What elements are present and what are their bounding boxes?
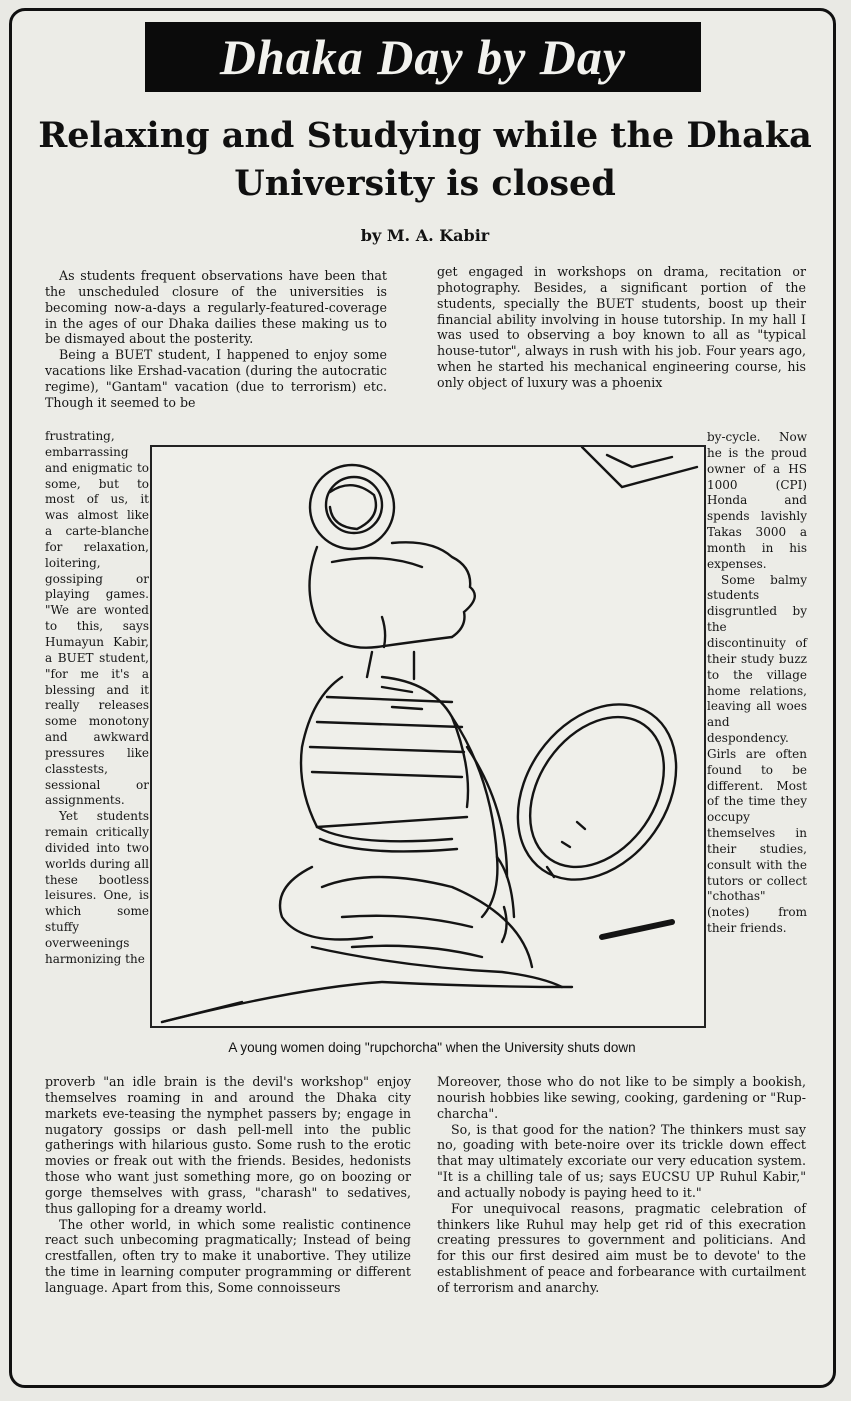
paragraph: frustrating, embarrassing and enigmatic to some, but to most of us, it was almost like a carte-blanche for relaxation, loitering, gossiping or playing games. "We are wonted to this, says Humayun Kabir, a BUET student, "for me it's a blessing and it really releases some monotony and awkward pressures like classtests, sessional or assignments. — [45, 429, 149, 808]
paragraph: get engaged in workshops on drama, recitation or photography. Besides, a significant portion of the students, specially the BUET students, boost up their financial ability involving in house tutorship. In my hall I was used to observing a boy known to all as "typical house-tutor", always in rush with his job. Four years ago, when he started his mechanical engineering course, his only object of luxury was a phoenix — [437, 264, 806, 390]
byline: by M. A. Kabir — [360, 226, 490, 245]
column-1-bottom — [45, 1074, 411, 1296]
paragraph: The other world, in which some realistic continence react such unbecoming pragmatically; Instead of being crestfallen, often try to make it unabortive. They utilize the time in learning computer programming or different language. Apart from this, Some connoisseurs — [45, 1216, 411, 1295]
paragraph: by-cycle. Now he is the proud owner of a HS 1000 (CPI) Honda and spends lavishly Takas 3000 a month in his expenses. — [707, 430, 807, 571]
paragraph: Moreover, those who do not like to be simply a bookish, nourish hobbies like sewing, cooking, gardening or "Rup-charcha". — [437, 1074, 806, 1121]
column-2-bottom — [437, 1074, 806, 1296]
paragraph: Some balmy students disgruntled by the discontinuity of their study buzz to the village home relations, leaving all woes and despondency. Girls are often found to be different. Most of the time they occupy themselves in their studies, consult with the tutors or collect "chothas" (notes) from their friends. — [707, 572, 807, 936]
section-banner: Dhaka Day by Day — [145, 22, 701, 92]
column-2-top — [437, 264, 806, 391]
paragraph: Yet students remain critically divided into two worlds during all these bootless leisures. One, is which some stuffy overweenings harmonizing the — [45, 809, 149, 966]
paragraph: So, is that good for the nation? The thinkers must say no, goading with bete-noire over its trickle down effect that may ultimately excoriate our very education system. "It is a chilling tale of us; says EUCSU UP Ruhul Kabir," and actually nobody is paying heed to it." — [437, 1121, 806, 1200]
column-2-narrow — [707, 430, 807, 937]
column-1-top — [45, 268, 387, 411]
illustration — [150, 445, 706, 1028]
paragraph: Being a BUET student, I happened to enjoy some vacations like Ershad-vacation (during the autocratic regime), "Gantam" vacation (due to terrorism) etc. Though it seemed to be — [45, 347, 387, 410]
column-1-narrow — [45, 429, 149, 968]
paragraph: For unequivocal reasons, pragmatic celebration of thinkers like Ruhul may help get rid of this execration creating pressures to government and politicians. And for this our first desired aim must be to devote' to the establishment of peace and forbearance with curtailment of terrorism and anarchy. — [437, 1200, 806, 1295]
paragraph: As students frequent observations have been that the unscheduled closure of the universities is becoming now-a-days a regularly-featured-coverage in the ages of our Dhaka dailies these making us to be dismayed about the posterity. — [45, 268, 387, 347]
paragraph: proverb "an idle brain is the devil's workshop" enjoy themselves roaming in and around the Dhaka city markets eve-teasing the nymphet passers by; engage in nugatory gossips or dash pell-mell into the public gatherings with hilarious gusto. Some rush to the erotic movies or freak out with the friends. Besides, hedonists those who want just something more, go on boozing or gorge themselves with grass, "charash" to sedatives, thus galloping for a dreamy world. — [45, 1074, 411, 1216]
illustration-caption: A young women doing "rupchorcha" when the University shuts down — [228, 1040, 636, 1055]
sketch-woman-mirror — [152, 447, 704, 1026]
headline: Relaxing and Studying while the Dhaka University is closed — [38, 115, 812, 204]
